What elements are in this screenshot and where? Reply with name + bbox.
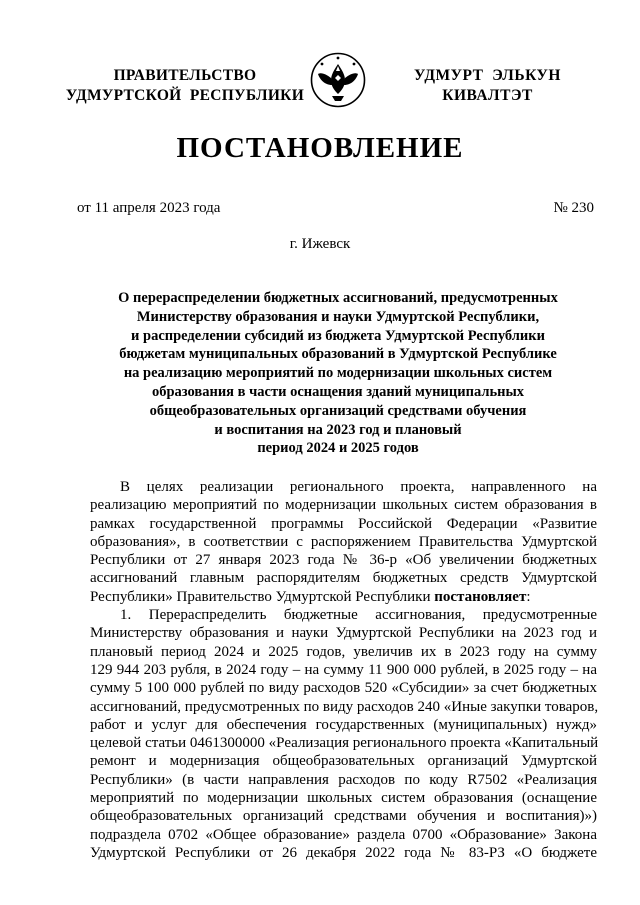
government-name-udmurt-line1: УДМУРТ ЭЛЬКУН — [414, 67, 561, 84]
body-line: рамках государственной программы Российской Федерации «Развитие — [90, 515, 597, 532]
document-body — [90, 478, 597, 862]
body-line: реализацию мероприятий по модернизации школьных систем образования в — [90, 497, 597, 514]
government-name-udmurt — [385, 66, 590, 106]
body-line: образования», в соответствии с распоряжением Правительства Удмуртской — [90, 533, 597, 550]
subject-line: период 2024 и 2025 годов — [257, 440, 419, 457]
body-line: В целях реализации регионального проекта, направленного на — [120, 479, 597, 495]
body-line: ремонт и модернизация общеобразовательных организаций Удмуртской — [90, 753, 597, 770]
body-line: сумму 5 100 000 рублей по виду расходов 520 «Субсидии» за счет бюджетных — [90, 680, 597, 697]
subject-line: образования в части оснащения зданий муниципальных — [151, 383, 525, 400]
document-city: г. Ижевск — [289, 236, 351, 252]
body-line: Удмуртской Республики от 26 декабря 2022 года № 83-РЗ «О бюджете — [90, 844, 597, 861]
body-line-text: Республики» Правительство Удмуртской Республики — [90, 588, 435, 605]
government-name-russian-line1: ПРАВИТЕЛЬСТВО — [113, 67, 257, 84]
subject-line: бюджетам муниципальных образований в Удмуртской Республике — [119, 346, 557, 363]
body-line: 1. Перераспределить бюджетные ассигнования, предусмотренные — [120, 607, 597, 624]
decree-colon: : — [526, 588, 531, 605]
body-line: общеобразовательных организаций средствами обучения и воспитания)») — [90, 808, 597, 825]
subject-line: на реализацию мероприятий по модернизации школьных систем — [123, 365, 553, 382]
document-subject — [88, 289, 588, 458]
body-line: плановый период 2024 и 2025 годов, увеличив их в 2023 году на сумму — [90, 643, 597, 660]
body-line: работ и услуг для обеспечения государственных (муниципальных) нужд» — [90, 716, 597, 733]
document-date: от 11 апреля 2023 года — [77, 200, 221, 216]
body-line: Республики» (в части направления расходов по коду R7502 «Реализация — [90, 771, 597, 788]
government-name-udmurt-line2: КИВАЛТЭТ — [442, 87, 533, 104]
body-line: подраздела 0702 «Общее образование» раздела 0700 «Образование» Закона — [90, 826, 597, 843]
body-line: целевой статьи 0461300000 «Реализация регионального проекта «Капитальный — [90, 735, 599, 752]
government-name-russian-line2: УДМУРТСКОЙ РЕСПУБЛИКИ — [65, 87, 305, 104]
body-line-decree — [90, 588, 597, 606]
subject-line: общеобразовательных организаций средствами обучения — [149, 402, 527, 419]
body-line: мероприятий по модернизации школьных систем образования (оснащение — [90, 790, 597, 807]
document-title: ПОСТАНОВЛЕНИЕ — [176, 132, 464, 164]
body-line: Республики от 27 января 2023 года № 36-р «Об увеличении бюджетных — [90, 552, 597, 569]
body-line: ассигнований, предусмотренных по виду расходов 240 «Иные закупки товаров, — [90, 698, 599, 715]
body-line: Министерству образования и науки Удмуртской Республики на 2023 год и — [90, 625, 597, 642]
decree-word: постановляет — [434, 588, 527, 605]
subject-line: и распределении субсидий из бюджета Удмуртской Республики — [131, 327, 545, 344]
subject-line: О перераспределении бюджетных ассигнований, предусмотренных — [118, 290, 558, 306]
government-name-russian — [60, 66, 310, 106]
body-line: ассигнований главным распорядителям бюджетных средств Удмуртской — [90, 570, 597, 587]
subject-line: и воспитания на 2023 год и плановый — [214, 421, 462, 438]
body-line: 129 944 203 рубля, в 2024 году – на сумму 11 900 000 рублей, в 2025 году – на — [90, 661, 597, 678]
subject-line: Министерству образования и науки Удмуртской Республики, — [136, 308, 540, 325]
coat-of-arms-emblem-icon — [310, 52, 366, 108]
document-number: № 230 — [553, 200, 594, 216]
